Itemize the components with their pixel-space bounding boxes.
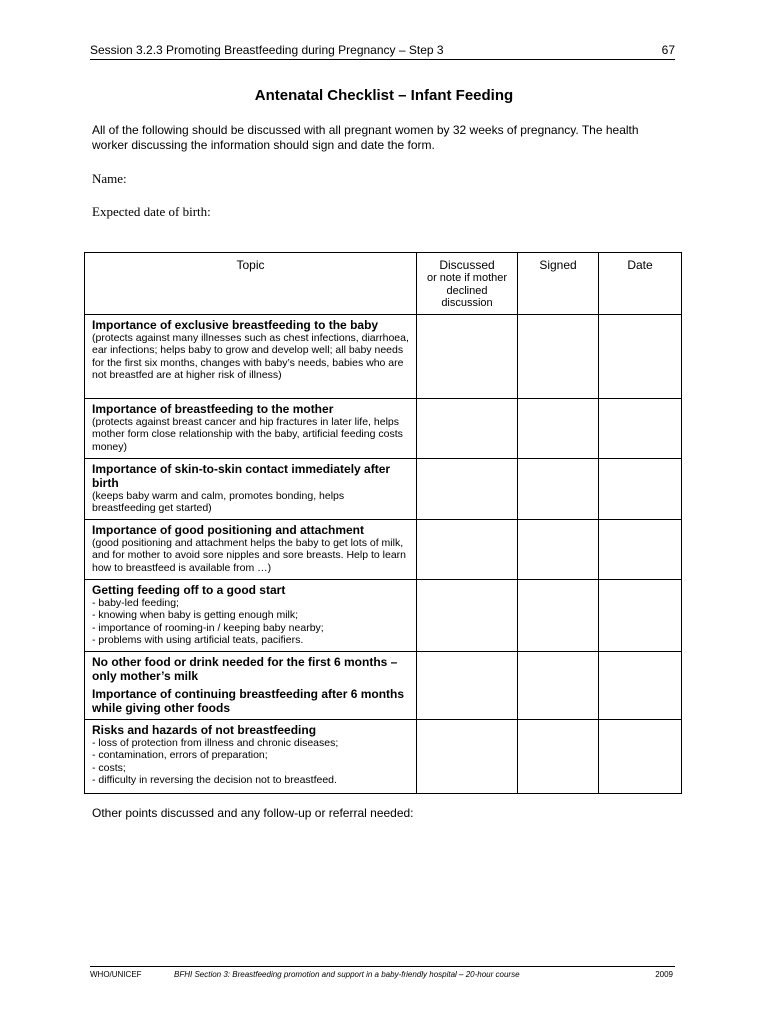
- discussed-cell[interactable]: [417, 579, 518, 651]
- topic-cell: [85, 719, 417, 793]
- header-date: Date: [599, 253, 682, 315]
- discussed-cell[interactable]: [417, 519, 518, 579]
- page-number: 67: [661, 43, 675, 57]
- discussed-cell[interactable]: [417, 459, 518, 520]
- page-header: [90, 43, 675, 60]
- intro-paragraph: All of the following should be discussed with all pregnant women by 32 weeks of pregnancy. The health worker discussing the information should sign and date the form.: [92, 123, 639, 152]
- signed-cell[interactable]: [518, 399, 599, 459]
- date-cell[interactable]: [599, 519, 682, 579]
- footer-course: BFHI Section 3: Breastfeeding promotion and support in a baby-friendly hospital – 20-hour course: [174, 970, 520, 979]
- signed-cell[interactable]: [518, 459, 599, 520]
- topic-cell: [85, 519, 417, 579]
- topic-title: Risks and hazards of not breastfeeding: [92, 722, 317, 737]
- due-date-field-label: Expected date of birth:: [92, 204, 211, 219]
- topic-title: No other food or drink needed for the first 6 months – only mother’s milk: [92, 654, 398, 683]
- table-row: [85, 399, 682, 459]
- signed-cell[interactable]: [518, 519, 599, 579]
- list-item: - difficulty in reversing the decision not to breastfeed.: [92, 774, 337, 787]
- topic-description: (protects against many illnesses such as chest infections, diarrhoea, ear infections; helps baby to grow and develop well; all baby needs for the first six months, changes with baby’s needs, babies who are not breastfed are at higher risk of illness): [92, 332, 409, 382]
- list-item: - loss of protection from illness and chronic diseases;: [92, 736, 339, 749]
- table-row: [85, 719, 682, 793]
- checklist-table: [84, 252, 682, 794]
- table-row: [85, 651, 682, 719]
- date-cell[interactable]: [599, 459, 682, 520]
- name-field-label: Name:: [92, 171, 127, 186]
- discussed-cell[interactable]: [417, 651, 518, 719]
- topic-description: (good positioning and attachment helps the baby to get lots of milk, and for mother to avoid sore nipples and sore breasts. Help to learn how to breastfeed is available from …): [92, 536, 407, 574]
- table-row: [85, 315, 682, 399]
- footer-org: WHO/UNICEF: [90, 970, 142, 979]
- other-points-label: Other points discussed and any follow-up or referral needed:: [92, 806, 414, 820]
- table-row: [85, 459, 682, 520]
- document-title: Antenatal Checklist – Infant Feeding: [254, 87, 514, 104]
- date-cell[interactable]: [599, 719, 682, 793]
- topic-title: Getting feeding off to a good start: [92, 582, 286, 597]
- list-item: - problems with using artificial teats, pacifiers.: [92, 634, 304, 647]
- topic-title-secondary: Importance of continuing breastfeeding after 6 months while giving other foods: [92, 686, 405, 715]
- table-header-row: [85, 253, 682, 315]
- discussed-cell[interactable]: [417, 719, 518, 793]
- date-cell[interactable]: [599, 579, 682, 651]
- list-item: - contamination, errors of preparation;: [92, 749, 268, 762]
- header-signed: Signed: [518, 253, 599, 315]
- signed-cell[interactable]: [518, 719, 599, 793]
- header-discussed: Discussed or note if mother declined discussion: [417, 253, 518, 315]
- topic-title: Importance of exclusive breastfeeding to the baby: [92, 318, 379, 332]
- table-row: [85, 579, 682, 651]
- signed-cell[interactable]: [518, 579, 599, 651]
- table-row: [85, 519, 682, 579]
- topic-cell: [85, 399, 417, 459]
- signed-cell[interactable]: [518, 651, 599, 719]
- header-topic: Topic: [85, 253, 417, 315]
- topic-cell: [85, 579, 417, 651]
- topic-cell: [85, 459, 417, 520]
- discussed-cell[interactable]: [417, 399, 518, 459]
- discussed-cell[interactable]: [417, 315, 518, 399]
- topic-title: Importance of skin-to-skin contact immediately after birth: [92, 462, 391, 490]
- topic-cell: [85, 651, 417, 719]
- topic-title: Importance of good positioning and attachment: [92, 522, 364, 537]
- signed-cell[interactable]: [518, 315, 599, 399]
- topic-description: (protects against breast cancer and hip fractures in later life, helps mother form close relationship with the baby, artificial feeding costs money): [92, 416, 403, 453]
- list-item: - baby-led feeding;: [92, 596, 179, 609]
- date-cell[interactable]: [599, 651, 682, 719]
- topic-description: (keeps baby warm and calm, promotes bonding, helps breastfeeding get started): [92, 490, 345, 515]
- page-footer: [90, 966, 675, 979]
- list-item: - knowing when baby is getting enough milk;: [92, 609, 299, 622]
- topic-cell: [85, 315, 417, 399]
- session-title: Session 3.2.3 Promoting Breastfeeding during Pregnancy – Step 3: [90, 43, 444, 57]
- list-item: - costs;: [92, 761, 126, 774]
- topic-title: Importance of breastfeeding to the mother: [92, 402, 334, 416]
- date-cell[interactable]: [599, 315, 682, 399]
- date-cell[interactable]: [599, 399, 682, 459]
- list-item: - importance of rooming-in / keeping baby nearby;: [92, 621, 324, 634]
- footer-year: 2009: [655, 970, 673, 979]
